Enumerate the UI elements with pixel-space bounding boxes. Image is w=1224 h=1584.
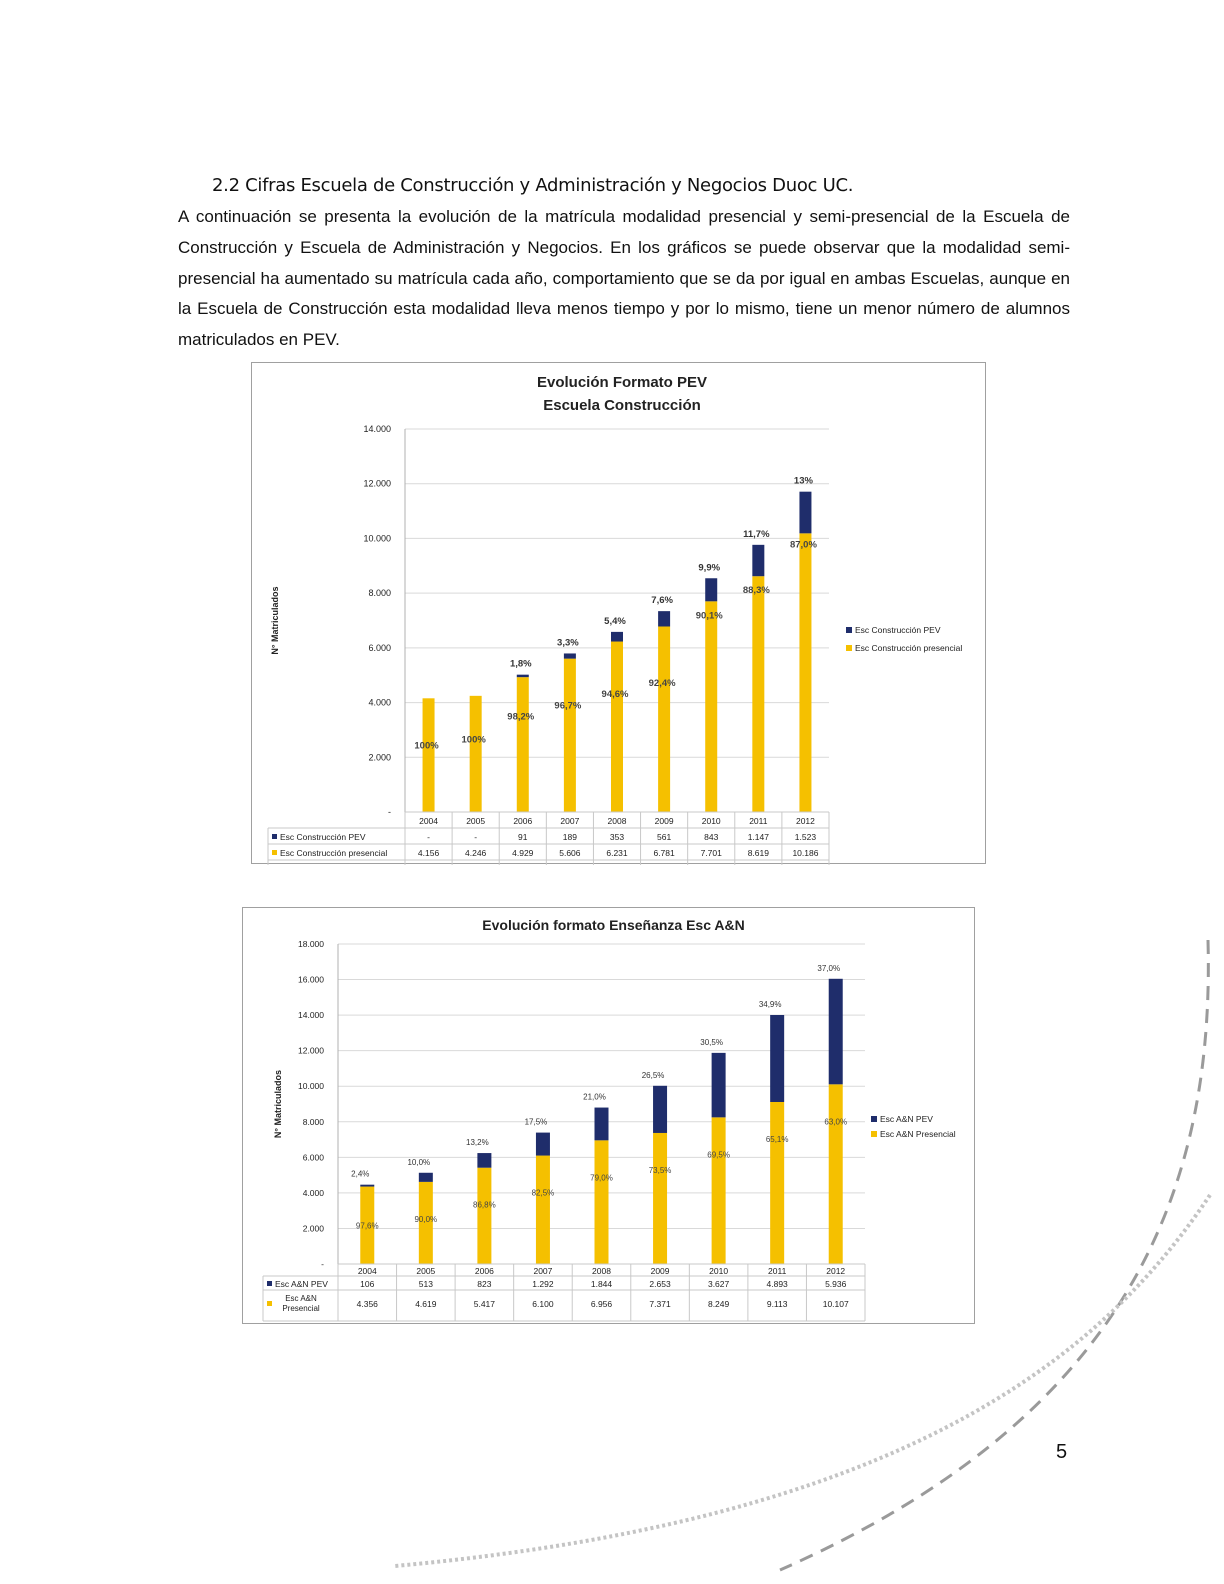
data-label-presencial: 90,0% xyxy=(414,1214,438,1224)
table-category: 2006 xyxy=(513,816,533,826)
y-tick-label: 16.000 xyxy=(298,974,324,985)
table-category: 2007 xyxy=(533,1266,553,1276)
data-label-presencial: 63,0% xyxy=(824,1117,848,1127)
table-cell: 5.417 xyxy=(473,1299,496,1309)
data-label-presencial: 88,3% xyxy=(742,584,770,596)
table-cell: 1.292 xyxy=(532,1279,554,1289)
legend-swatch-presencial xyxy=(871,1131,877,1137)
y-tick-label: 6.000 xyxy=(302,1152,324,1163)
table-cell: 4.893 xyxy=(766,1279,788,1289)
table-cell: 189 xyxy=(562,832,577,842)
table-cell: 2.653 xyxy=(649,1279,671,1289)
data-label-pev: 10,0% xyxy=(407,1157,431,1167)
chart-title: Evolución formato Enseñanza Esc A&N xyxy=(482,917,745,933)
bar-presencial-2004 xyxy=(423,698,435,812)
table-cell: 10.107 xyxy=(822,1299,849,1309)
table-swatch-pev xyxy=(267,1281,272,1286)
table-category: 2011 xyxy=(768,1266,787,1276)
bar-presencial-2006 xyxy=(517,677,529,812)
table-category: 2008 xyxy=(592,1266,611,1276)
data-label-pev: 37,0% xyxy=(817,963,841,973)
data-label-presencial: 97,6% xyxy=(355,1221,379,1231)
y-tick-label: 8.000 xyxy=(368,588,391,599)
table-cell: 1.147 xyxy=(747,832,769,842)
table-cell: 6.100 xyxy=(532,1299,554,1309)
table-cell: 3.627 xyxy=(707,1279,730,1289)
y-tick-label: 4.000 xyxy=(368,697,391,708)
bar-presencial-2007 xyxy=(564,659,576,812)
bar-pev-2011 xyxy=(770,1015,784,1102)
data-label-presencial: 92,4% xyxy=(648,678,676,690)
y-tick-label: 14.000 xyxy=(363,424,391,434)
table-category: 2011 xyxy=(749,816,768,826)
table-cell: 5.606 xyxy=(559,848,581,858)
bar-pev-2007 xyxy=(536,1133,550,1156)
table-cell: 823 xyxy=(477,1279,492,1289)
y-tick-label: 10.000 xyxy=(363,533,391,544)
data-label-pev: 9,9% xyxy=(698,562,721,574)
table-cell: 1.844 xyxy=(590,1279,613,1289)
bar-pev-2007 xyxy=(564,653,576,658)
data-label-pev: 11,7% xyxy=(743,528,770,540)
data-label-pev: 34,9% xyxy=(758,1000,782,1010)
data-label-pev: 30,5% xyxy=(700,1037,723,1047)
data-label-presencial: 73,5% xyxy=(648,1165,672,1175)
data-label-presencial: 100% xyxy=(414,740,439,752)
data-label-presencial: 90,1% xyxy=(695,610,723,622)
table-row-name: Esc Construcción PEV xyxy=(280,832,366,842)
table-cell: 1.523 xyxy=(794,832,817,842)
data-label-pev: 17,5% xyxy=(524,1117,548,1127)
data-label-presencial: 100% xyxy=(461,734,486,746)
table-cell: 843 xyxy=(704,832,719,842)
data-label-pev: 7,6% xyxy=(651,595,673,607)
data-label-pev: 1,8% xyxy=(509,658,532,670)
data-label-presencial: 65,1% xyxy=(765,1134,789,1144)
bar-presencial-2006 xyxy=(477,1168,491,1264)
data-label-presencial: 79,0% xyxy=(590,1173,613,1183)
table-swatch-presencial xyxy=(267,1301,272,1306)
table-cell: 8.249 xyxy=(707,1299,730,1309)
data-label-pev: 3,3% xyxy=(557,637,579,649)
data-label-pev: 13,2% xyxy=(466,1138,489,1148)
bar-presencial-2012 xyxy=(829,1084,843,1264)
table-cell: 9.113 xyxy=(766,1299,788,1309)
chart-title: Escuela Construcción xyxy=(543,397,701,414)
bar-pev-2011 xyxy=(752,545,764,576)
table-cell: 4.246 xyxy=(465,848,487,858)
data-label-pev: 26,5% xyxy=(641,1070,665,1080)
bar-presencial-2012 xyxy=(799,533,811,812)
y-axis-label: N° Matriculados xyxy=(273,1069,283,1139)
data-label-presencial: 94,6% xyxy=(601,688,629,700)
table-cell: 8.619 xyxy=(747,848,769,858)
legend-label-presencial: Esc A&N Presencial xyxy=(880,1129,956,1139)
table-cell: 4.619 xyxy=(415,1299,437,1309)
table-cell: 4.929 xyxy=(512,848,534,858)
table-cell: 6.781 xyxy=(653,848,675,858)
table-cell: 5.936 xyxy=(825,1279,847,1289)
data-label-presencial: 69,5% xyxy=(707,1150,730,1160)
y-tick-label: 12.000 xyxy=(298,1045,324,1056)
legend-swatch-presencial xyxy=(846,645,852,651)
bar-presencial-2010 xyxy=(712,1117,726,1264)
y-tick-label: 18.000 xyxy=(298,939,324,949)
table-cell: 7.701 xyxy=(700,848,722,858)
table-cell: 4.156 xyxy=(417,848,440,858)
bar-presencial-2011 xyxy=(770,1102,784,1264)
table-cell: 10.186 xyxy=(792,848,819,858)
table-category: 2008 xyxy=(607,816,627,826)
table-category: 2004 xyxy=(357,1266,377,1276)
table-row-name: Presencial xyxy=(282,1304,320,1313)
table-category: 2010 xyxy=(701,816,721,826)
bar-pev-2012 xyxy=(829,979,843,1085)
data-label-presencial: 82,5% xyxy=(531,1188,555,1198)
table-category: 2009 xyxy=(654,816,674,826)
chart-svg xyxy=(243,908,976,1325)
table-category: 2006 xyxy=(474,1266,494,1276)
table-row-name: Esc A&N xyxy=(285,1294,317,1303)
table-row-name: Esc Construcción presencial xyxy=(280,848,388,858)
data-label-pev: 21,0% xyxy=(583,1092,606,1102)
bar-pev-2012 xyxy=(799,492,811,534)
chart-title: Evolución Formato PEV xyxy=(536,374,708,391)
y-tick-label: 8.000 xyxy=(302,1116,324,1127)
table-cell: - xyxy=(427,832,430,842)
bar-pev-2010 xyxy=(705,578,717,601)
table-cell: 6.956 xyxy=(590,1299,613,1309)
y-tick-label: 6.000 xyxy=(368,642,391,653)
bar-presencial-2008 xyxy=(611,642,623,812)
table-swatch-pev xyxy=(272,834,277,839)
bar-pev-2006 xyxy=(517,675,529,677)
legend-swatch-pev xyxy=(846,627,852,633)
page-number: 5 xyxy=(1056,1441,1068,1463)
table-cell: 561 xyxy=(657,832,672,842)
bar-pev-2009 xyxy=(653,1086,667,1133)
table-category: 2005 xyxy=(416,1266,436,1276)
table-cell: 7.371 xyxy=(649,1299,671,1309)
data-label-presencial: 96,7% xyxy=(554,700,582,712)
section-heading: 2.2 Cifras Escuela de Construcción y Administración y Negocios Duoc UC. xyxy=(212,175,854,196)
table-category: 2009 xyxy=(650,1266,670,1276)
table-cell: 353 xyxy=(609,832,625,842)
data-label-presencial: 87,0% xyxy=(789,539,817,551)
table-row-name: Esc A&N PEV xyxy=(275,1279,328,1289)
table-cell: 106 xyxy=(360,1279,375,1289)
legend-label-pev: Esc Construcción PEV xyxy=(855,625,941,635)
data-label-presencial: 86,8% xyxy=(473,1200,496,1210)
data-label-presencial: 98,2% xyxy=(507,711,535,723)
y-tick-label: 2.000 xyxy=(368,752,391,763)
y-tick-label: 2.000 xyxy=(302,1223,324,1234)
data-table xyxy=(268,812,829,865)
bar-pev-2004 xyxy=(360,1185,374,1187)
bar-presencial-2005 xyxy=(470,696,482,812)
data-label-pev: 5,4% xyxy=(604,615,626,627)
table-category: 2012 xyxy=(826,1266,846,1276)
y-tick-label: - xyxy=(388,807,391,817)
table-category: 2010 xyxy=(709,1266,729,1276)
table-cell: 6.231 xyxy=(606,848,628,858)
bar-pev-2008 xyxy=(595,1108,609,1141)
chart-construccion xyxy=(251,362,986,864)
intro-paragraph: A continuación se presenta la evolución de la matrícula modalidad presencial y semi-presencial de la Escuela de Construcción y Escuela de Administración y Negocios. En los gráficos se puede observar que la modalidad semi-presencial ha aumentado su matrícula cada año, comportamiento que se da por igual en ambas Escuelas, aunque en la Escuela de Construcción esta modalidad lleva menos tiempo y por lo mismo, tiene un menor número de alumnos matriculados en PEV. xyxy=(178,207,1070,350)
bar-presencial-2009 xyxy=(658,626,670,812)
table-category: 2007 xyxy=(560,816,580,826)
legend-label-presencial: Esc Construcción presencial xyxy=(855,643,963,653)
y-tick-label: 14.000 xyxy=(298,1010,324,1021)
data-label-pev: 2,4% xyxy=(351,1169,370,1179)
bar-pev-2010 xyxy=(712,1053,726,1117)
table-swatch-presencial xyxy=(272,850,277,855)
bar-presencial-2009 xyxy=(653,1133,667,1264)
bar-presencial-2011 xyxy=(752,576,764,812)
table-cell: - xyxy=(474,832,478,842)
y-tick-label: 10.000 xyxy=(298,1081,324,1092)
chart-administracion-negocios xyxy=(242,907,975,1324)
table-cell: 91 xyxy=(518,832,528,842)
legend-swatch-pev xyxy=(871,1116,877,1122)
y-tick-label: - xyxy=(321,1259,324,1269)
bar-pev-2009 xyxy=(658,611,670,626)
table-category: 2005 xyxy=(466,816,486,826)
table-category: 2012 xyxy=(795,816,815,826)
y-tick-label: 4.000 xyxy=(302,1187,324,1198)
data-table xyxy=(263,1264,865,1321)
legend-label-pev: Esc A&N PEV xyxy=(880,1114,933,1124)
y-axis-label: N° Matriculados xyxy=(270,586,280,655)
bar-presencial-2007 xyxy=(536,1156,550,1264)
bar-presencial-2008 xyxy=(595,1140,609,1264)
bar-pev-2005 xyxy=(419,1173,433,1182)
bar-presencial-2010 xyxy=(705,601,717,812)
table-cell: 513 xyxy=(418,1279,433,1289)
chart-svg xyxy=(252,363,987,865)
table-cell: 4.356 xyxy=(356,1299,378,1309)
y-tick-label: 12.000 xyxy=(363,478,391,489)
bar-pev-2008 xyxy=(611,632,623,642)
bar-pev-2006 xyxy=(477,1153,491,1168)
data-label-pev: 13% xyxy=(793,475,813,487)
table-category: 2004 xyxy=(419,816,439,826)
